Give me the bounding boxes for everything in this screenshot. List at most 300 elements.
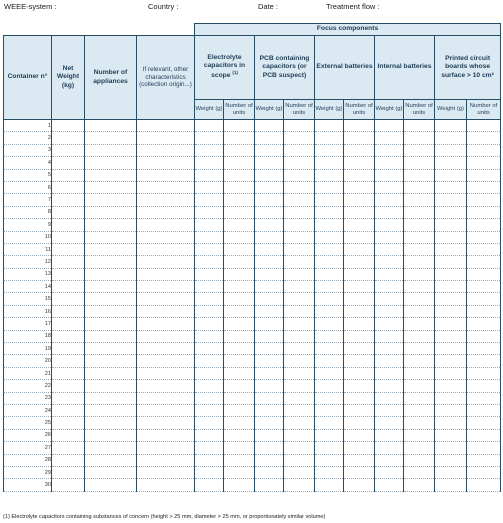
entry-cell[interactable] [467, 293, 501, 305]
entry-cell[interactable] [375, 429, 404, 441]
entry-cell[interactable] [435, 206, 467, 218]
entry-cell[interactable] [284, 219, 315, 231]
entry-cell[interactable] [404, 429, 435, 441]
entry-cell[interactable] [195, 454, 224, 466]
entry-cell[interactable] [404, 157, 435, 169]
entry-cell[interactable] [375, 392, 404, 404]
entry-cell[interactable] [404, 343, 435, 355]
entry-cell[interactable] [344, 355, 375, 367]
entry-cell[interactable] [255, 318, 284, 330]
entry-cell[interactable] [315, 169, 344, 181]
entry-cell[interactable] [137, 343, 195, 355]
entry-cell[interactable] [467, 330, 501, 342]
entry-cell[interactable] [255, 268, 284, 280]
entry-cell[interactable] [344, 281, 375, 293]
entry-cell[interactable] [137, 120, 195, 132]
entry-cell[interactable] [435, 243, 467, 255]
entry-cell[interactable] [467, 132, 501, 144]
entry-cell[interactable] [344, 231, 375, 243]
entry-cell[interactable] [137, 256, 195, 268]
entry-cell[interactable] [195, 219, 224, 231]
entry-cell[interactable] [315, 454, 344, 466]
entry-cell[interactable] [195, 120, 224, 132]
entry-cell[interactable] [467, 256, 501, 268]
entry-cell[interactable] [224, 355, 255, 367]
entry-cell[interactable] [404, 169, 435, 181]
entry-cell[interactable] [137, 318, 195, 330]
entry-cell[interactable] [315, 293, 344, 305]
entry-cell[interactable] [284, 243, 315, 255]
entry-cell[interactable] [137, 417, 195, 429]
entry-cell[interactable] [467, 157, 501, 169]
entry-cell[interactable] [344, 305, 375, 317]
entry-cell[interactable] [255, 305, 284, 317]
entry-cell[interactable] [375, 194, 404, 206]
entry-cell[interactable] [467, 429, 501, 441]
entry-cell[interactable] [195, 442, 224, 454]
entry-cell[interactable] [315, 256, 344, 268]
entry-cell[interactable] [255, 380, 284, 392]
entry-cell[interactable] [375, 305, 404, 317]
entry-cell[interactable] [344, 367, 375, 379]
entry-cell[interactable] [435, 268, 467, 280]
entry-cell[interactable] [85, 355, 137, 367]
entry-cell[interactable] [435, 194, 467, 206]
entry-cell[interactable] [344, 169, 375, 181]
entry-cell[interactable] [435, 454, 467, 466]
entry-cell[interactable] [255, 293, 284, 305]
entry-cell[interactable] [375, 367, 404, 379]
entry-cell[interactable] [224, 318, 255, 330]
entry-cell[interactable] [375, 343, 404, 355]
entry-cell[interactable] [85, 392, 137, 404]
entry-cell[interactable] [52, 243, 85, 255]
entry-cell[interactable] [404, 268, 435, 280]
entry-cell[interactable] [404, 194, 435, 206]
entry-cell[interactable] [85, 318, 137, 330]
entry-cell[interactable] [344, 343, 375, 355]
entry-cell[interactable] [255, 454, 284, 466]
entry-cell[interactable] [435, 479, 467, 491]
entry-cell[interactable] [224, 367, 255, 379]
entry-cell[interactable] [375, 219, 404, 231]
entry-cell[interactable] [344, 417, 375, 429]
entry-cell[interactable] [224, 256, 255, 268]
entry-cell[interactable] [52, 466, 85, 478]
entry-cell[interactable] [195, 367, 224, 379]
entry-cell[interactable] [404, 466, 435, 478]
entry-cell[interactable] [344, 429, 375, 441]
entry-cell[interactable] [404, 330, 435, 342]
entry-cell[interactable] [284, 194, 315, 206]
entry-cell[interactable] [375, 157, 404, 169]
entry-cell[interactable] [344, 404, 375, 416]
entry-cell[interactable] [137, 281, 195, 293]
entry-cell[interactable] [467, 206, 501, 218]
entry-cell[interactable] [344, 293, 375, 305]
entry-cell[interactable] [137, 268, 195, 280]
entry-cell[interactable] [284, 206, 315, 218]
entry-cell[interactable] [435, 367, 467, 379]
entry-cell[interactable] [315, 330, 344, 342]
entry-cell[interactable] [255, 243, 284, 255]
entry-cell[interactable] [224, 132, 255, 144]
entry-cell[interactable] [224, 243, 255, 255]
entry-cell[interactable] [224, 169, 255, 181]
entry-cell[interactable] [195, 169, 224, 181]
entry-cell[interactable] [284, 305, 315, 317]
entry-cell[interactable] [85, 479, 137, 491]
entry-cell[interactable] [344, 120, 375, 132]
entry-cell[interactable] [404, 442, 435, 454]
entry-cell[interactable] [344, 454, 375, 466]
entry-cell[interactable] [315, 429, 344, 441]
entry-cell[interactable] [85, 181, 137, 193]
entry-cell[interactable] [284, 392, 315, 404]
entry-cell[interactable] [344, 243, 375, 255]
entry-cell[interactable] [255, 169, 284, 181]
entry-cell[interactable] [375, 206, 404, 218]
entry-cell[interactable] [85, 157, 137, 169]
entry-cell[interactable] [137, 243, 195, 255]
entry-cell[interactable] [284, 318, 315, 330]
entry-cell[interactable] [224, 120, 255, 132]
entry-cell[interactable] [315, 157, 344, 169]
entry-cell[interactable] [435, 429, 467, 441]
entry-cell[interactable] [404, 256, 435, 268]
entry-cell[interactable] [435, 231, 467, 243]
entry-cell[interactable] [435, 318, 467, 330]
entry-cell[interactable] [344, 144, 375, 156]
entry-cell[interactable] [284, 367, 315, 379]
entry-cell[interactable] [315, 380, 344, 392]
entry-cell[interactable] [375, 281, 404, 293]
entry-cell[interactable] [137, 219, 195, 231]
entry-cell[interactable] [375, 330, 404, 342]
entry-cell[interactable] [404, 132, 435, 144]
entry-cell[interactable] [315, 367, 344, 379]
entry-cell[interactable] [137, 355, 195, 367]
entry-cell[interactable] [85, 330, 137, 342]
entry-cell[interactable] [315, 442, 344, 454]
entry-cell[interactable] [284, 181, 315, 193]
entry-cell[interactable] [435, 417, 467, 429]
entry-cell[interactable] [52, 144, 85, 156]
entry-cell[interactable] [375, 132, 404, 144]
entry-cell[interactable] [195, 293, 224, 305]
entry-cell[interactable] [195, 318, 224, 330]
entry-cell[interactable] [52, 132, 85, 144]
entry-cell[interactable] [344, 256, 375, 268]
entry-cell[interactable] [284, 380, 315, 392]
entry-cell[interactable] [435, 305, 467, 317]
entry-cell[interactable] [435, 281, 467, 293]
entry-cell[interactable] [375, 181, 404, 193]
entry-cell[interactable] [284, 120, 315, 132]
entry-cell[interactable] [85, 380, 137, 392]
entry-cell[interactable] [435, 466, 467, 478]
entry-cell[interactable] [344, 157, 375, 169]
entry-cell[interactable] [52, 206, 85, 218]
entry-cell[interactable] [467, 281, 501, 293]
entry-cell[interactable] [224, 231, 255, 243]
entry-cell[interactable] [467, 466, 501, 478]
entry-cell[interactable] [315, 132, 344, 144]
entry-cell[interactable] [137, 404, 195, 416]
entry-cell[interactable] [467, 169, 501, 181]
entry-cell[interactable] [435, 157, 467, 169]
entry-cell[interactable] [224, 417, 255, 429]
entry-cell[interactable] [467, 194, 501, 206]
entry-cell[interactable] [224, 442, 255, 454]
entry-cell[interactable] [344, 268, 375, 280]
entry-cell[interactable] [467, 120, 501, 132]
entry-cell[interactable] [195, 231, 224, 243]
entry-cell[interactable] [375, 454, 404, 466]
entry-cell[interactable] [467, 404, 501, 416]
entry-cell[interactable] [375, 479, 404, 491]
entry-cell[interactable] [467, 442, 501, 454]
entry-cell[interactable] [404, 181, 435, 193]
entry-cell[interactable] [224, 404, 255, 416]
entry-cell[interactable] [315, 181, 344, 193]
entry-cell[interactable] [85, 268, 137, 280]
entry-cell[interactable] [467, 318, 501, 330]
entry-cell[interactable] [195, 404, 224, 416]
entry-cell[interactable] [85, 293, 137, 305]
entry-cell[interactable] [375, 355, 404, 367]
entry-cell[interactable] [284, 404, 315, 416]
entry-cell[interactable] [137, 380, 195, 392]
entry-cell[interactable] [435, 256, 467, 268]
entry-cell[interactable] [195, 268, 224, 280]
entry-cell[interactable] [52, 256, 85, 268]
entry-cell[interactable] [195, 281, 224, 293]
entry-cell[interactable] [467, 355, 501, 367]
entry-cell[interactable] [255, 206, 284, 218]
entry-cell[interactable] [375, 231, 404, 243]
entry-cell[interactable] [224, 479, 255, 491]
entry-cell[interactable] [224, 181, 255, 193]
entry-cell[interactable] [467, 454, 501, 466]
entry-cell[interactable] [284, 231, 315, 243]
entry-cell[interactable] [52, 380, 85, 392]
entry-cell[interactable] [52, 157, 85, 169]
entry-cell[interactable] [137, 157, 195, 169]
entry-cell[interactable] [375, 169, 404, 181]
entry-cell[interactable] [137, 392, 195, 404]
entry-cell[interactable] [224, 466, 255, 478]
entry-cell[interactable] [224, 157, 255, 169]
entry-cell[interactable] [52, 330, 85, 342]
entry-cell[interactable] [255, 343, 284, 355]
entry-cell[interactable] [315, 417, 344, 429]
entry-cell[interactable] [404, 454, 435, 466]
entry-cell[interactable] [85, 169, 137, 181]
entry-cell[interactable] [315, 392, 344, 404]
entry-cell[interactable] [404, 479, 435, 491]
entry-cell[interactable] [284, 268, 315, 280]
entry-cell[interactable] [52, 293, 85, 305]
entry-cell[interactable] [404, 231, 435, 243]
entry-cell[interactable] [404, 305, 435, 317]
entry-cell[interactable] [435, 293, 467, 305]
entry-cell[interactable] [344, 479, 375, 491]
entry-cell[interactable] [224, 219, 255, 231]
entry-cell[interactable] [255, 231, 284, 243]
entry-cell[interactable] [224, 305, 255, 317]
entry-cell[interactable] [85, 466, 137, 478]
entry-cell[interactable] [435, 343, 467, 355]
entry-cell[interactable] [315, 194, 344, 206]
entry-cell[interactable] [344, 132, 375, 144]
entry-cell[interactable] [435, 442, 467, 454]
entry-cell[interactable] [375, 404, 404, 416]
entry-cell[interactable] [467, 231, 501, 243]
entry-cell[interactable] [315, 305, 344, 317]
entry-cell[interactable] [52, 442, 85, 454]
entry-cell[interactable] [85, 281, 137, 293]
entry-cell[interactable] [195, 343, 224, 355]
entry-cell[interactable] [404, 206, 435, 218]
entry-cell[interactable] [284, 157, 315, 169]
entry-cell[interactable] [255, 281, 284, 293]
entry-cell[interactable] [224, 343, 255, 355]
entry-cell[interactable] [195, 194, 224, 206]
entry-cell[interactable] [435, 404, 467, 416]
entry-cell[interactable] [404, 404, 435, 416]
entry-cell[interactable] [404, 243, 435, 255]
entry-cell[interactable] [137, 206, 195, 218]
entry-cell[interactable] [52, 479, 85, 491]
entry-cell[interactable] [284, 454, 315, 466]
entry-cell[interactable] [195, 144, 224, 156]
entry-cell[interactable] [255, 442, 284, 454]
entry-cell[interactable] [85, 404, 137, 416]
entry-cell[interactable] [315, 343, 344, 355]
entry-cell[interactable] [255, 404, 284, 416]
entry-cell[interactable] [224, 392, 255, 404]
entry-cell[interactable] [315, 231, 344, 243]
entry-cell[interactable] [375, 243, 404, 255]
entry-cell[interactable] [404, 417, 435, 429]
entry-cell[interactable] [85, 417, 137, 429]
entry-cell[interactable] [137, 144, 195, 156]
entry-cell[interactable] [467, 417, 501, 429]
entry-cell[interactable] [137, 429, 195, 441]
entry-cell[interactable] [195, 305, 224, 317]
entry-cell[interactable] [467, 268, 501, 280]
entry-cell[interactable] [224, 194, 255, 206]
entry-cell[interactable] [404, 281, 435, 293]
entry-cell[interactable] [344, 442, 375, 454]
entry-cell[interactable] [85, 343, 137, 355]
entry-cell[interactable] [52, 194, 85, 206]
entry-cell[interactable] [404, 355, 435, 367]
entry-cell[interactable] [137, 330, 195, 342]
entry-cell[interactable] [255, 256, 284, 268]
entry-cell[interactable] [315, 404, 344, 416]
entry-cell[interactable] [284, 429, 315, 441]
entry-cell[interactable] [284, 466, 315, 478]
entry-cell[interactable] [375, 293, 404, 305]
entry-cell[interactable] [435, 181, 467, 193]
entry-cell[interactable] [85, 367, 137, 379]
entry-cell[interactable] [467, 243, 501, 255]
entry-cell[interactable] [85, 206, 137, 218]
entry-cell[interactable] [137, 479, 195, 491]
entry-cell[interactable] [435, 380, 467, 392]
entry-cell[interactable] [404, 318, 435, 330]
entry-cell[interactable] [467, 181, 501, 193]
entry-cell[interactable] [315, 120, 344, 132]
entry-cell[interactable] [224, 293, 255, 305]
entry-cell[interactable] [85, 219, 137, 231]
entry-cell[interactable] [344, 181, 375, 193]
entry-cell[interactable] [404, 120, 435, 132]
entry-cell[interactable] [85, 120, 137, 132]
entry-cell[interactable] [344, 194, 375, 206]
entry-cell[interactable] [344, 318, 375, 330]
entry-cell[interactable] [315, 479, 344, 491]
entry-cell[interactable] [52, 404, 85, 416]
entry-cell[interactable] [195, 206, 224, 218]
entry-cell[interactable] [435, 392, 467, 404]
entry-cell[interactable] [344, 219, 375, 231]
entry-cell[interactable] [255, 479, 284, 491]
entry-cell[interactable] [195, 479, 224, 491]
entry-cell[interactable] [284, 442, 315, 454]
entry-cell[interactable] [435, 144, 467, 156]
entry-cell[interactable] [137, 466, 195, 478]
entry-cell[interactable] [85, 231, 137, 243]
entry-cell[interactable] [52, 219, 85, 231]
entry-cell[interactable] [255, 330, 284, 342]
entry-cell[interactable] [375, 380, 404, 392]
entry-cell[interactable] [435, 219, 467, 231]
entry-cell[interactable] [52, 268, 85, 280]
entry-cell[interactable] [85, 144, 137, 156]
entry-cell[interactable] [315, 355, 344, 367]
entry-cell[interactable] [404, 392, 435, 404]
entry-cell[interactable] [137, 367, 195, 379]
entry-cell[interactable] [435, 120, 467, 132]
entry-cell[interactable] [195, 429, 224, 441]
entry-cell[interactable] [284, 355, 315, 367]
entry-cell[interactable] [467, 343, 501, 355]
entry-cell[interactable] [315, 219, 344, 231]
entry-cell[interactable] [137, 194, 195, 206]
entry-cell[interactable] [137, 181, 195, 193]
entry-cell[interactable] [467, 479, 501, 491]
entry-cell[interactable] [255, 367, 284, 379]
entry-cell[interactable] [52, 454, 85, 466]
entry-cell[interactable] [224, 380, 255, 392]
entry-cell[interactable] [224, 268, 255, 280]
entry-cell[interactable] [435, 355, 467, 367]
entry-cell[interactable] [85, 429, 137, 441]
entry-cell[interactable] [284, 479, 315, 491]
entry-cell[interactable] [224, 281, 255, 293]
entry-cell[interactable] [284, 293, 315, 305]
entry-cell[interactable] [284, 256, 315, 268]
entry-cell[interactable] [224, 144, 255, 156]
entry-cell[interactable] [255, 194, 284, 206]
entry-cell[interactable] [52, 181, 85, 193]
entry-cell[interactable] [467, 367, 501, 379]
entry-cell[interactable] [344, 380, 375, 392]
entry-cell[interactable] [52, 169, 85, 181]
